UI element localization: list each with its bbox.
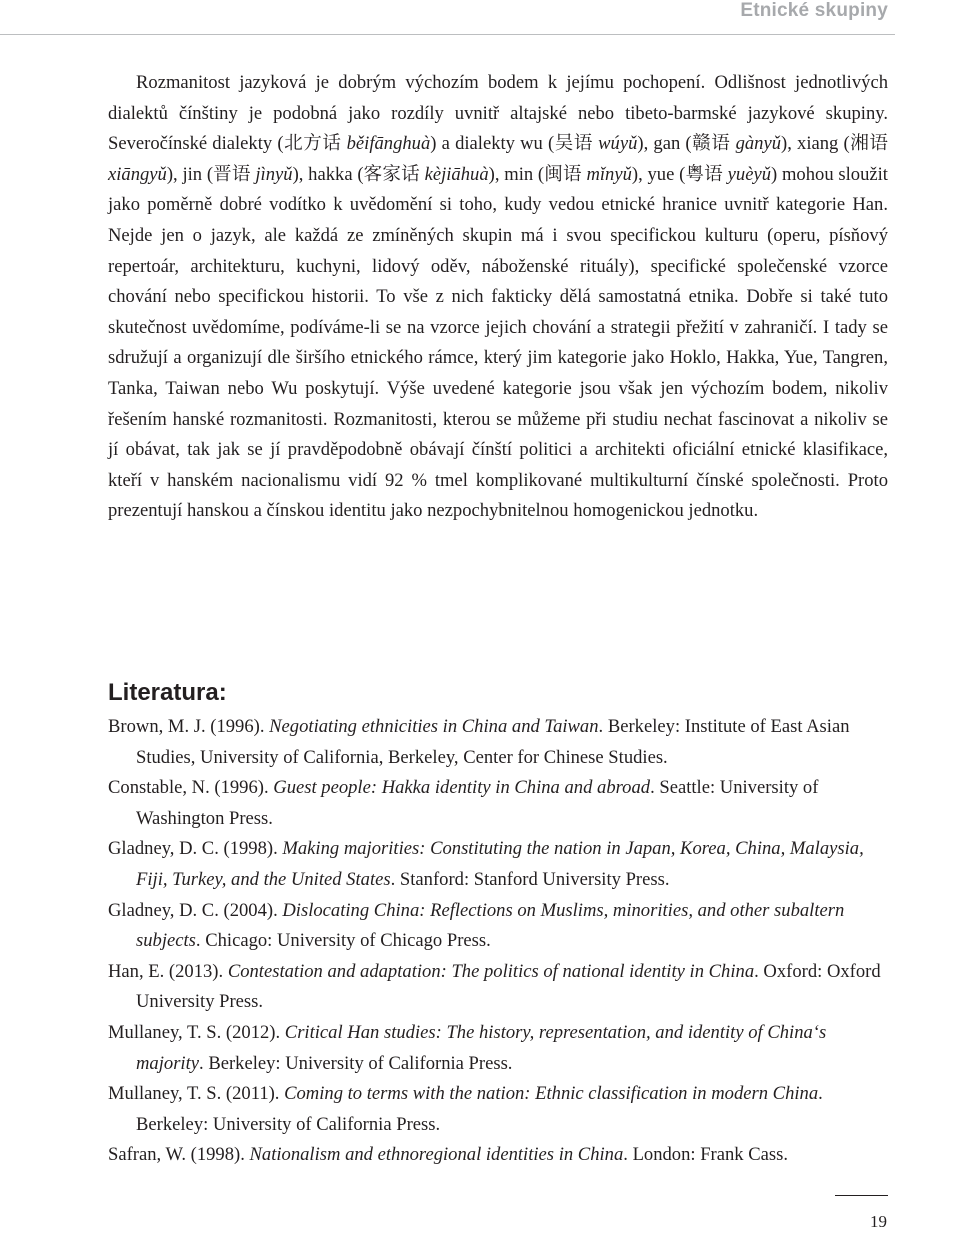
page-number: 19 [870, 1212, 887, 1231]
header-rule [0, 34, 895, 35]
ref-title: Contestation and adaptation: The politics of national identity in China [227, 960, 755, 982]
body-text [108, 68, 888, 527]
reference-item [108, 834, 888, 895]
footer-rule [835, 1195, 888, 1196]
reference-item [108, 957, 888, 1018]
ref-title: Dislocating China: Reflections on Muslims, minorities, and other subaltern subjects [136, 899, 845, 952]
pinyin-term: xiāngyǔ [108, 163, 167, 185]
ref-author: Constable, N. (1996). [108, 777, 274, 799]
chinese-term: 客家话 [363, 163, 420, 185]
reference-item [108, 1140, 888, 1171]
running-header [0, 0, 960, 34]
reference-item [108, 1018, 888, 1079]
pinyin-term: běifānghuà [346, 133, 431, 155]
ref-author: Mullaney, T. S. (2011). [108, 1083, 285, 1105]
ref-title: Negotiating ethnicities in China and Taiwan [269, 716, 599, 737]
chinese-term: 赣语 [691, 133, 731, 155]
pinyin-term: kèjiāhuà [424, 163, 489, 185]
chinese-term: 北方话 [283, 133, 342, 155]
running-title: Etnické skupiny [740, 0, 888, 21]
text-run: ), jin ( [166, 163, 214, 185]
ref-author: Mullaney, T. S. (2012). [108, 1021, 285, 1043]
pinyin-term: jìnyǔ [255, 163, 293, 185]
ref-publisher: . Berkeley: Institute of East Asian Studies, University of California, Berkeley, Center for Chinese Studies. [136, 716, 850, 768]
chinese-term: 闽语 [544, 163, 582, 185]
ref-author: Han, E. (2013). [108, 960, 228, 982]
ref-title: Critical Han studies: The history, representation, and identity of China‘s majority [136, 1021, 827, 1074]
pinyin-term: gànyǔ [735, 133, 782, 155]
text-run: ) mohou sloužit jako poměrně dobré vodítko k uvědomění si toho, kudy vedou etnické hranice uvnitř kategorie Han. Nejde jen o jazyk, ale každá ze zmíněných skupin má i svou specifickou kulturu (operu, písňový repertoár, architekturu, kuchyni, lidový oděv, náboženské rituály), specifické společenské vzorce chování nebo specifickou historii. To vše z nich fakticky dělá samostatná etnika. Dobře si také tuto skutečnost uvědomíme, podíváme-li se na vzorce jejich chování a strategii přežití v zahraničí. I tady se sdružují a organizují dle širšího etnického rámce, který jim kategorie jako Hoklo, Hakka, Yue, Tangren, Tanka, Taiwan nebo Wu poskytují. Výše uvedené kategorie jsou však jen výchozím bodem, nikoliv řešením hanské rozmanitosti. Rozmanitosti, kterou se můžeme při studiu nechat fascinovat a nikoliv se jí obávat, tak jak se jí pravděpodobně obávají čínští politici a architekti oficiální etnické klasifikace, kteří v hanském nacionalismu vidí 92 % tmel komplikované multikulturní čínské společnosti. Proto prezentují hanskou a čínskou identitu jako nezpochybnitelnou homogenickou jednotku. [108, 163, 888, 522]
chinese-term: 粤语 [685, 163, 723, 185]
ref-title: Nationalism and ethnoregional identities in China [249, 1144, 624, 1166]
reference-item [108, 712, 888, 773]
reference-list [108, 712, 888, 1171]
pinyin-term: wúyǔ [598, 133, 638, 155]
reference-item [108, 773, 888, 834]
ref-publisher: . Berkeley: University of California Press. [199, 1052, 513, 1074]
text-run: ) a dialekty wu ( [430, 133, 555, 155]
ref-publisher: . London: Frank Cass. [623, 1144, 789, 1166]
ref-title: Coming to terms with the nation: Ethnic classification in modern China [284, 1083, 819, 1105]
ref-publisher: . Berkeley: University of California Press. [136, 1083, 823, 1135]
chinese-term: 吴语 [554, 133, 593, 155]
ref-author: Gladney, D. C. (2004). [108, 899, 283, 921]
ref-title: Making majorities: Constituting the nation in Japan, Korea, China, Malaysia, Fiji, Turkey, and the United States [136, 838, 864, 890]
ref-publisher: . Stanford: Stanford University Press. [390, 868, 670, 890]
text-run: Rozmanitost jazyková je dobrým výchozím bodem k jejímu pochopení. Odlišnost jednotlivých dialektů čínštiny je podobná jako rozdíly uvnitř altajské nebo tibeto-barmské jazykové skupiny. Severočínské dialekty ( [108, 72, 888, 155]
text-run: ), xiang ( [781, 133, 850, 155]
pinyin-term: mǐnyǔ [586, 163, 632, 185]
text-run: ), hakka ( [292, 163, 364, 185]
text-run: ), yue ( [631, 163, 686, 185]
reference-item [108, 896, 888, 957]
ref-author: Brown, M. J. (1996). [108, 716, 270, 737]
ref-publisher: . Oxford: Oxford University Press. [136, 960, 881, 1013]
chinese-term: 湘语 [849, 133, 888, 155]
body-paragraph [108, 68, 888, 527]
text-run: ), min ( [488, 163, 545, 185]
ref-publisher: . Seattle: University of Washington Press. [136, 777, 819, 829]
ref-publisher: . Chicago: University of Chicago Press. [195, 930, 491, 952]
ref-author: Gladney, D. C. (1998). [108, 838, 283, 860]
literature-heading: Literatura: [108, 679, 227, 706]
reference-item [108, 1079, 888, 1140]
chinese-term: 晋语 [213, 163, 251, 185]
text-run: ), gan ( [637, 133, 692, 155]
pinyin-term: yuèyǔ [727, 163, 772, 185]
ref-title: Guest people: Hakka identity in China and abroad [273, 777, 651, 799]
ref-author: Safran, W. (1998). [108, 1144, 250, 1166]
